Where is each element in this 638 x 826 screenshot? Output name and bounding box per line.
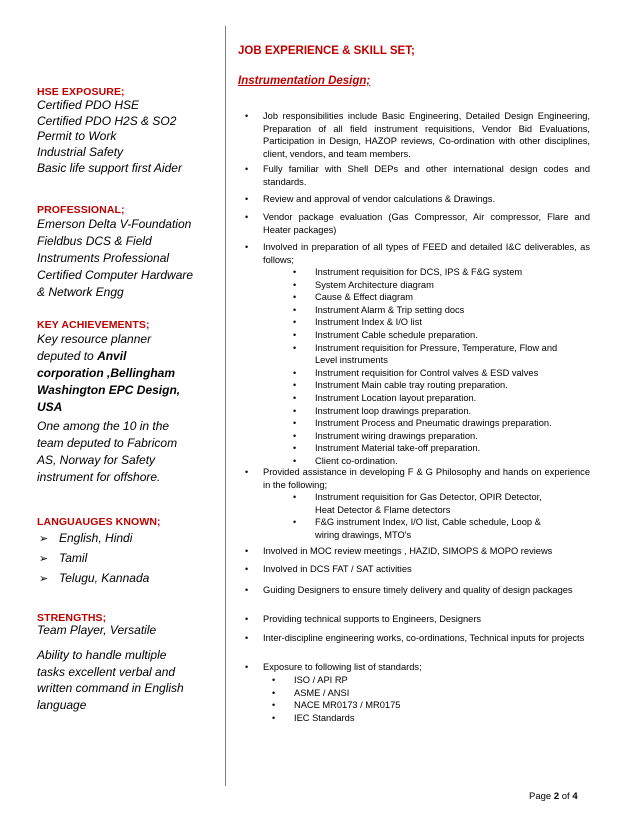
feed-item-text: Instrument loop drawings preparation. [315, 405, 472, 416]
language-item [39, 531, 132, 545]
hse-item: Permit to Work [37, 129, 117, 144]
bullet-support [245, 613, 590, 626]
feed-item [293, 279, 557, 292]
bullet-text: Involved in DCS FAT / SAT activities [263, 564, 412, 574]
achievement-line: Key resource planner [37, 332, 152, 346]
hse-item: Industrial Safety [37, 145, 124, 160]
strength-line: Ability to handle multiple [37, 648, 167, 662]
fg-item-text: Instrument requisition for Gas Detector, OPIR Detector, [315, 492, 542, 502]
bullet-shell-deps [245, 163, 590, 188]
strengths-block [37, 647, 222, 713]
achievement-line: instrument for offshore. [37, 470, 161, 484]
feed-item [293, 329, 557, 342]
bullet-icon: • [245, 467, 249, 477]
bullet-icon: • [293, 430, 297, 441]
bullet-icon: • [245, 212, 249, 222]
feed-item [293, 304, 557, 317]
hse-item: Certified PDO H2S & SO2 [37, 113, 177, 128]
fg-item-text: Heat Detector & Flame detectors [315, 504, 451, 515]
bullet-icon: • [245, 164, 249, 174]
feed-item-text: Cause & Effect diagram [315, 292, 414, 303]
feed-item-text: Instrument requisition for Pressure, Temperature, Flow and [315, 342, 558, 353]
bullet-icon: • [272, 712, 276, 723]
bullet-text: Guiding Designers to ensure timely delivery and quality of design packages [263, 585, 573, 595]
bullet-icon: • [245, 242, 249, 252]
bullet-feed [245, 241, 590, 266]
arrow-bullet-icon: ➢ [39, 573, 49, 585]
arrow-bullet-icon: ➢ [39, 533, 49, 545]
bullet-icon: • [293, 279, 297, 290]
feed-item-text: Instrument requisition for Control valves & ESD valves [315, 367, 539, 378]
feed-item [293, 442, 557, 455]
bullet-fg [245, 466, 590, 491]
professional-item: Instruments Professional [37, 251, 170, 265]
page-of-label: of [559, 791, 573, 802]
bullet-icon: • [293, 292, 297, 303]
feed-item-continuation [293, 354, 557, 367]
language-item [39, 571, 149, 585]
language-label: Telugu, Kannada [59, 571, 150, 585]
feed-item [293, 291, 557, 304]
bullet-icon: • [293, 455, 297, 466]
hse-item: Basic life support first Aider [37, 160, 182, 175]
bullet-text: Providing technical supports to Engineers, Designers [263, 614, 482, 624]
job-experience-title: JOB EXPERIENCE & SKILL SET; [238, 45, 415, 57]
bullet-icon: • [293, 267, 297, 277]
bullet-inter [245, 632, 590, 645]
achievements-title: KEY ACHIEVEMENTS; [37, 319, 150, 331]
feed-item [293, 367, 557, 380]
bullet-icon: • [245, 546, 249, 556]
feed-item [293, 417, 557, 430]
strength-line: tasks excellent verbal and [37, 664, 176, 679]
bullet-job-responsibilities [245, 110, 590, 160]
professional-item: Fieldbus DCS & Field [37, 234, 152, 248]
achievement-line: One among the 10 in the [37, 419, 170, 433]
feed-item [293, 316, 557, 329]
hse-item: Certified PDO HSE [37, 98, 140, 112]
standard-item [272, 699, 400, 712]
bullet-icon: • [293, 317, 297, 328]
bullet-icon: • [245, 111, 249, 121]
bullet-icon: • [293, 304, 297, 315]
fg-item [293, 516, 542, 529]
bullet-exposure [245, 661, 590, 674]
standard-text: ASME / ANSI [294, 687, 350, 698]
standards-list [272, 674, 400, 724]
fg-item-text: wiring drawings, MTO's [315, 529, 412, 540]
languages-title: LANGUAUGES KNOWN; [37, 516, 161, 528]
professional-item: & Network Engg [37, 285, 124, 299]
bullet-icon: • [272, 687, 276, 698]
bullet-text: Involved in MOC review meetings , HAZID, SIMOPS & MOPO reviews [263, 546, 553, 556]
feed-item-text: Instrument Index & I/O list [315, 317, 422, 328]
bullet-icon: • [293, 367, 297, 378]
standard-item [272, 674, 400, 687]
achievements-block-1 [37, 331, 222, 416]
bullet-icon: • [293, 405, 297, 416]
standard-text: IEC Standards [294, 712, 355, 723]
fg-list [293, 491, 542, 541]
strengths-title: STRENGTHS; [37, 612, 107, 624]
bullet-icon: • [245, 194, 249, 204]
bullet-icon: • [245, 585, 249, 595]
bullet-vendor [245, 211, 590, 236]
bullet-icon: • [293, 418, 297, 429]
bullet-icon: • [293, 492, 297, 502]
fg-item-continuation [293, 529, 542, 542]
bullet-icon: • [293, 443, 297, 454]
page-total: 4 [572, 791, 578, 802]
achievement-line: AS, Norway for Safety [37, 453, 156, 467]
bullet-moc [245, 545, 590, 558]
achievement-bold: Anvil [97, 349, 127, 363]
bullet-icon: • [245, 662, 249, 672]
bullet-text: Inter-discipline engineering works, co-ordinations, Technical inputs for projects [263, 633, 585, 643]
page-footer [529, 791, 578, 802]
bullet-icon: • [272, 675, 276, 685]
bullet-icon: • [293, 517, 297, 528]
professional-item: Emerson Delta V-Foundation [37, 217, 192, 231]
page-label: Page [529, 791, 554, 802]
achievement-line: Washington EPC Design, [37, 383, 181, 397]
professional-title: PROFESSIONAL; [37, 204, 125, 216]
bullet-text: Involved in preparation of all types of FEED and detailed I&C deliverables, as follows; [263, 242, 590, 265]
bullet-icon: • [293, 380, 297, 391]
achievement-line [37, 348, 222, 365]
feed-list [293, 266, 557, 468]
achievement-line: USA [37, 400, 63, 414]
feed-item-text: Instrument Material take-off preparation. [315, 443, 481, 454]
bullet-icon: • [245, 564, 249, 574]
strengths-line: Team Player, Versatile [37, 623, 157, 637]
feed-item-text: Level instruments [315, 355, 388, 366]
bullet-text: Review and approval of vendor calculations & Drawings. [263, 194, 496, 204]
bullet-fat [245, 563, 590, 576]
feed-item [293, 430, 557, 443]
strength-line: language [37, 697, 87, 712]
feed-item [293, 392, 557, 405]
bullet-text: Fully familiar with Shell DEPs and other international design codes and standards. [263, 164, 590, 187]
bullet-text: Vendor package evaluation (Gas Compressor, Air compressor, Flare and Heater packages) [263, 212, 590, 235]
standard-item [272, 687, 400, 700]
achievement-text: deputed to [37, 349, 98, 363]
feed-item-text: Instrument Process and Pneumatic drawings preparation. [315, 418, 552, 429]
feed-item [293, 405, 557, 418]
professional-item: Certified Computer Hardware [37, 268, 194, 282]
language-label: Tamil [59, 551, 88, 565]
professional-list [37, 216, 222, 301]
achievement-line: team deputed to Fabricom [37, 436, 178, 450]
feed-item [293, 342, 557, 355]
language-item [39, 551, 87, 565]
bullet-icon: • [245, 614, 249, 624]
bullet-icon: • [272, 700, 276, 711]
fg-item [293, 491, 542, 504]
bullet-text: Job responsibilities include Basic Engineering, Detailed Design Engineering, Preparation of all field instrument requisitions, Vendor Bid Evaluations, Participation in Design, HAZOP reviews, Co-ordination with other disciplines, client, vendors, and team members. [263, 111, 590, 159]
hse-list [37, 98, 222, 177]
instrumentation-design-title: Instrumentation Design; [238, 75, 371, 87]
feed-item-text: System Architecture diagram [315, 279, 434, 290]
achievement-line: corporation ,Bellingham [37, 366, 176, 380]
standard-text: NACE MR0173 / MR0175 [294, 700, 401, 711]
feed-item-text: Instrument requisition for DCS, IPS & F&G system [315, 267, 523, 277]
feed-item-text: Instrument Location layout preparation. [315, 392, 477, 403]
feed-item-text: Instrument wiring drawings preparation. [315, 430, 478, 441]
standard-text: ISO / API RP [294, 675, 348, 685]
bullet-icon: • [293, 329, 297, 340]
feed-item-text: Instrument Alarm & Trip setting docs [315, 304, 465, 315]
hse-title: HSE EXPOSURE; [37, 86, 125, 98]
bullet-guide [245, 584, 590, 597]
feed-item-text: Client co-ordination. [315, 455, 398, 466]
column-divider [225, 26, 226, 786]
feed-item-text: Instrument Main cable tray routing preparation. [315, 380, 508, 391]
language-label: English, Hindi [59, 531, 133, 545]
strength-line: written command in English [37, 681, 184, 695]
bullet-review [245, 193, 590, 206]
page-number: 2 [553, 791, 560, 802]
bullet-icon: • [293, 392, 297, 403]
fg-item-continuation [293, 504, 542, 517]
bullet-text: Exposure to following list of standards; [263, 662, 422, 672]
arrow-bullet-icon: ➢ [39, 553, 49, 565]
feed-item [293, 266, 557, 279]
achievements-block-2 [37, 418, 222, 486]
fg-item-text: F&G instrument Index, I/O list, Cable schedule, Loop & [315, 517, 541, 528]
bullet-icon: • [293, 342, 297, 353]
feed-item-text: Instrument Cable schedule preparation. [315, 329, 478, 340]
standard-item [272, 712, 400, 725]
bullet-text: Provided assistance in developing F & G Philosophy and hands on experience in the following; [263, 467, 590, 490]
bullet-icon: • [245, 633, 249, 643]
feed-item [293, 379, 557, 392]
